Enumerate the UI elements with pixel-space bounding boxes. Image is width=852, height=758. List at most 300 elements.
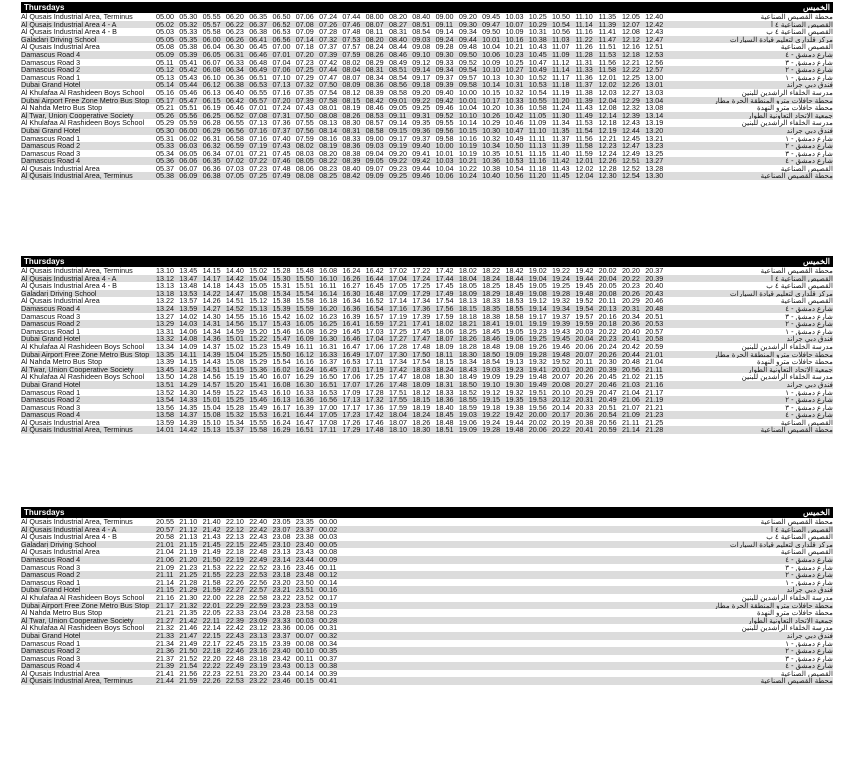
departure-time: 17.25 <box>365 372 384 382</box>
departure-time: 14.33 <box>179 395 198 405</box>
departure-time: 08.44 <box>388 42 407 52</box>
departure-time: 06.04 <box>202 42 221 52</box>
departure-time: 06.40 <box>225 87 244 97</box>
departure-time: 09.48 <box>458 42 477 52</box>
departure-time: 23.13 <box>272 547 291 557</box>
departure-time: 23.40 <box>295 539 314 549</box>
departure-time: 10.15 <box>458 125 477 135</box>
departure-time: 09.20 <box>458 12 477 21</box>
departure-time: 00.06 <box>295 623 314 633</box>
departure-time: 20.20 <box>621 266 640 275</box>
departure-time: 10.06 <box>482 49 501 59</box>
departure-time: 22.15 <box>202 630 221 640</box>
departure-time: 11.14 <box>575 19 593 29</box>
departure-time: 14.52 <box>225 303 244 313</box>
departure-time: 11.30 <box>552 110 570 120</box>
departure-time: 23.13 <box>249 630 268 640</box>
departure-time: 15.20 <box>225 379 244 389</box>
departure-time: 13.24 <box>156 303 174 313</box>
departure-time: 22.12 <box>225 524 244 534</box>
table-row <box>21 526 833 534</box>
departure-time: 20.08 <box>552 379 571 389</box>
departure-time: 11.45 <box>552 171 570 181</box>
departure-time: 14.43 <box>202 357 221 367</box>
departure-time: 10.54 <box>552 19 571 29</box>
stop-name: Galadari Driving School <box>21 539 97 549</box>
departure-time: 12.21 <box>621 57 640 67</box>
departure-time: 12.14 <box>598 110 617 120</box>
departure-time: 16.30 <box>295 379 314 389</box>
departure-time: 21.03 <box>621 379 640 389</box>
stop-name: Damascus Road 1 <box>21 72 81 82</box>
departure-time: 22.56 <box>249 577 268 587</box>
departure-time: 22.43 <box>249 532 268 542</box>
departure-time: 10.17 <box>482 95 501 105</box>
departure-time: 05.47 <box>179 95 198 105</box>
departure-time: 09.30 <box>435 49 454 59</box>
departure-time: 22.23 <box>225 570 244 580</box>
departure-time: 21.29 <box>179 585 198 595</box>
departure-time: 19.42 <box>575 266 594 275</box>
departure-time: 15.50 <box>272 349 291 359</box>
departure-time: 07.26 <box>319 19 338 29</box>
departure-time: 12.04 <box>598 95 617 105</box>
departure-time: 12.19 <box>598 125 617 135</box>
departure-time: 18.50 <box>482 349 501 359</box>
stop-name: Al Khulafaa Al Rashideen Boys School <box>21 118 145 128</box>
departure-time: 19.22 <box>482 410 501 420</box>
departure-time: 12.29 <box>621 95 640 105</box>
departure-time: 17.49 <box>435 288 454 298</box>
departure-time: 15.41 <box>249 379 268 389</box>
departure-time: 09.44 <box>412 163 431 173</box>
departure-time: 21.32 <box>179 600 198 610</box>
departure-time: 11.53 <box>575 118 593 128</box>
stop-name-arabic: القصيص الصناعية ٤ ب <box>766 282 833 290</box>
departure-time: 22.53 <box>225 676 244 686</box>
departure-time: 08.24 <box>365 42 384 52</box>
departure-time: 07.48 <box>342 27 361 37</box>
departure-time: 22.42 <box>225 623 244 633</box>
departure-time: 11.58 <box>598 65 617 75</box>
departure-time: 21.44 <box>156 676 174 686</box>
day-title-arabic: الخميس <box>802 3 830 12</box>
departure-time: 07.50 <box>295 110 314 120</box>
departure-time: 21.01 <box>645 349 664 359</box>
departure-time: 11.35 <box>598 12 617 21</box>
stop-name: Al Khulafaa Al Rashideen Boys School <box>21 372 145 382</box>
stop-name: Al Qusais Industrial Area 4 - B <box>21 281 117 291</box>
departure-time: 11.19 <box>552 87 570 97</box>
departure-time: 18.30 <box>458 349 477 359</box>
departure-time: 18.53 <box>505 296 524 306</box>
departure-time: 07.24 <box>319 12 338 21</box>
stop-name-arabic: فندق دبي جراند <box>786 335 833 343</box>
departure-time: 13.51 <box>156 379 174 389</box>
departure-time: 06.05 <box>179 148 198 158</box>
departure-time: 23.33 <box>272 615 291 625</box>
departure-time: 09.42 <box>412 156 431 166</box>
departure-time: 06.25 <box>202 110 221 120</box>
departure-time: 12.08 <box>621 27 640 37</box>
stop-name-arabic: شارع دمشق - ٣ <box>785 149 833 158</box>
departure-time: 17.25 <box>388 326 407 336</box>
stop-name: Damascus Road 3 <box>21 57 81 67</box>
departure-time: 07.46 <box>342 19 361 29</box>
departure-time: 10.50 <box>505 141 524 151</box>
departure-time: 19.01 <box>505 319 524 329</box>
departure-time: 21.23 <box>645 410 664 420</box>
departure-time: 15.55 <box>249 417 268 427</box>
departure-time: 11.43 <box>552 163 570 173</box>
stop-name-arabic: فندق دبي جراند <box>786 380 833 389</box>
departure-time: 07.25 <box>249 171 268 181</box>
departure-time: 08.27 <box>388 19 407 29</box>
departure-time: 09.41 <box>412 148 431 158</box>
departure-time: 16.57 <box>365 311 384 321</box>
departure-time: 22.27 <box>225 585 244 595</box>
departure-time: 17.26 <box>365 379 384 389</box>
departure-time: 20.30 <box>598 357 617 367</box>
departure-time: 12.02 <box>598 80 617 90</box>
departure-time: 07.59 <box>342 49 361 59</box>
departure-time: 13.18 <box>156 288 174 298</box>
departure-time: 23.44 <box>272 668 291 678</box>
stop-name-arabic: محطة حافلات مترو النهدة <box>756 104 833 112</box>
departure-time: 11.12 <box>552 57 570 67</box>
departure-time: 14.42 <box>225 273 244 283</box>
departure-time: 15.39 <box>272 303 291 313</box>
departure-times <box>156 172 703 180</box>
departure-time: 10.25 <box>528 12 547 21</box>
departure-time: 13.45 <box>156 364 174 374</box>
departure-time: 00.11 <box>319 562 337 572</box>
departure-time: 21.52 <box>179 653 198 663</box>
departure-time: 06.38 <box>225 80 244 90</box>
departure-time: 21.20 <box>179 554 198 564</box>
stop-name-arabic: شارع دمشق - ٣ <box>785 403 833 412</box>
departure-time: 10.43 <box>528 42 547 52</box>
departure-time: 22.19 <box>225 554 244 564</box>
departure-time: 17.39 <box>412 311 431 321</box>
departure-time: 22.05 <box>202 608 221 618</box>
departure-time: 20.23 <box>598 334 617 344</box>
departure-time: 06.03 <box>179 141 198 151</box>
departure-time: 12.45 <box>621 133 640 143</box>
stop-name: Damascus Road 2 <box>21 65 81 75</box>
departure-time: 16.53 <box>342 357 361 367</box>
departure-time: 14.26 <box>202 296 221 306</box>
departure-time: 20.56 <box>621 364 640 374</box>
departure-time: 22.18 <box>225 547 244 557</box>
departure-time: 19.56 <box>528 402 547 412</box>
departure-time: 11.31 <box>575 57 593 67</box>
departure-time: 10.33 <box>505 95 524 105</box>
departure-time: 09.57 <box>458 72 477 82</box>
departure-time: 19.37 <box>552 311 571 321</box>
departure-time: 09.08 <box>412 42 431 52</box>
departure-time: 16.14 <box>319 288 338 298</box>
departure-time: 20.49 <box>598 395 617 405</box>
departure-time: 05.35 <box>179 34 198 44</box>
departure-time: 21.14 <box>621 425 640 435</box>
stop-name: Damascus Road 1 <box>21 133 81 143</box>
departure-time: 20.57 <box>645 326 664 336</box>
departure-time: 19.19 <box>528 319 547 329</box>
departure-time: 14.23 <box>179 364 198 374</box>
departure-time: 08.19 <box>342 103 361 113</box>
stop-name-arabic: محطة حافلات مترو المنطقة الحرة مطار <box>714 601 833 610</box>
departure-time: 09.03 <box>412 34 431 44</box>
departure-time: 21.04 <box>156 547 174 557</box>
departure-time: 00.16 <box>319 585 338 595</box>
departure-time: 07.16 <box>272 87 291 97</box>
departure-time: 16.36 <box>342 303 361 313</box>
departure-time: 19.46 <box>552 341 571 351</box>
departure-time: 17.04 <box>388 273 407 283</box>
departure-time: 10.09 <box>482 57 501 67</box>
departure-time: 20.26 <box>598 349 617 359</box>
departure-time: 18.49 <box>458 372 477 382</box>
departure-time: 07.28 <box>319 27 338 37</box>
departure-time: 20.39 <box>598 364 617 374</box>
departure-time: 16.09 <box>295 334 314 344</box>
stop-name-arabic: شارع دمشق - ٢ <box>785 396 833 404</box>
stop-name-arabic: جمعية الاتحاد التعاونية الطوار <box>748 365 833 374</box>
departure-time: 10.03 <box>505 12 524 21</box>
departure-time: 21.27 <box>156 615 174 625</box>
stop-name-arabic: جمعية الاتحاد التعاونية الطوار <box>748 111 833 120</box>
departure-time: 21.10 <box>179 517 198 526</box>
departure-time: 23.36 <box>272 623 291 633</box>
departure-time: 05.46 <box>179 87 198 97</box>
departure-time: 06.51 <box>249 72 268 82</box>
departure-time: 08.06 <box>295 163 314 173</box>
departure-time: 11.56 <box>598 57 617 67</box>
departure-time: 11.51 <box>598 42 617 52</box>
stop-name-arabic: شارع دمشق - ٤ <box>785 50 833 59</box>
departure-time: 14.59 <box>225 326 244 336</box>
departure-time: 14.17 <box>202 273 221 283</box>
departure-time: 09.45 <box>482 12 501 21</box>
departure-time: 00.35 <box>319 646 338 656</box>
departure-time: 15.04 <box>249 273 268 283</box>
departure-time: 08.49 <box>388 57 407 67</box>
departure-time: 20.20 <box>575 364 594 374</box>
timetable-panel-2 <box>21 256 833 434</box>
departure-time: 17.11 <box>365 357 384 367</box>
departure-time: 22.23 <box>202 668 221 678</box>
departure-time: 16.52 <box>365 296 384 306</box>
departure-time: 13.12 <box>156 273 174 283</box>
departure-time: 23.15 <box>249 638 268 648</box>
departure-time: 17.01 <box>342 364 361 374</box>
departure-time: 18.19 <box>412 402 431 412</box>
departure-time: 07.40 <box>272 133 291 143</box>
departure-time: 12.39 <box>621 110 640 120</box>
departure-time: 19.44 <box>575 273 594 283</box>
departure-time: 22.39 <box>225 615 244 625</box>
departure-time: 23.23 <box>272 600 291 610</box>
departure-time: 12.43 <box>645 27 664 37</box>
departure-time: 07.36 <box>272 118 291 128</box>
departure-time: 21.40 <box>202 517 221 526</box>
departure-time: 05.44 <box>179 80 198 90</box>
stop-name: Al Khulafaa Al Rashideen Boys School <box>21 87 145 97</box>
departure-time: 06.22 <box>225 19 244 29</box>
table-row <box>21 518 833 526</box>
stop-name: Al Twar, Union Cooperative Society <box>21 364 134 374</box>
departure-time: 14.22 <box>202 288 221 298</box>
departure-time: 08.13 <box>319 118 338 128</box>
departure-time: 11.20 <box>528 171 547 181</box>
departure-time: 16.29 <box>272 425 291 435</box>
departure-time: 00.11 <box>295 653 314 663</box>
departure-time: 07.29 <box>295 72 314 82</box>
departure-time: 17.22 <box>412 266 431 275</box>
departure-time: 19.09 <box>482 372 501 382</box>
stop-name: Damascus Road 3 <box>21 562 81 572</box>
departure-time: 17.59 <box>435 311 454 321</box>
departure-time: 15.04 <box>202 402 221 412</box>
departure-time: 18.02 <box>458 266 477 275</box>
stop-name-arabic: شارع دمشق - ٢ <box>785 571 833 579</box>
departure-time: 19.05 <box>505 326 524 336</box>
departure-time: 07.24 <box>272 103 291 113</box>
table-row <box>21 655 833 663</box>
departure-time: 23.58 <box>295 608 314 618</box>
departure-time: 10.53 <box>505 156 524 166</box>
departure-time: 09.47 <box>482 19 501 29</box>
departure-time: 06.20 <box>225 12 244 21</box>
departure-time: 17.07 <box>365 349 384 359</box>
departure-time: 23.09 <box>249 615 268 625</box>
departure-time: 15.34 <box>225 417 244 427</box>
departure-time: 19.12 <box>482 387 501 397</box>
departure-time: 10.32 <box>505 87 524 97</box>
departure-time: 20.02 <box>598 266 617 275</box>
departure-time: 08.08 <box>319 110 338 120</box>
departure-time: 09.03 <box>365 141 384 151</box>
departure-time: 17.44 <box>435 273 454 283</box>
departure-time: 16.54 <box>365 303 384 313</box>
departure-time: 15.29 <box>249 357 268 367</box>
departure-time: 22.42 <box>249 524 268 534</box>
departure-time: 06.42 <box>225 95 244 105</box>
departure-time: 23.22 <box>272 592 291 602</box>
departure-time: 19.39 <box>552 319 571 329</box>
departure-time: 12.40 <box>645 12 664 21</box>
departure-time: 09.25 <box>388 171 407 181</box>
departure-time: 16.21 <box>272 410 291 420</box>
departure-time: 11.26 <box>575 42 593 52</box>
departure-time: 09.04 <box>365 148 384 158</box>
departure-time: 14.27 <box>202 303 221 313</box>
departure-time: 10.30 <box>505 72 524 82</box>
departure-time: 17.14 <box>388 296 407 306</box>
departure-time: 00.31 <box>319 623 338 633</box>
departure-time: 06.55 <box>249 87 268 97</box>
departure-time: 05.32 <box>179 19 198 29</box>
departure-time: 18.26 <box>458 334 477 344</box>
departure-time: 15.53 <box>249 410 268 420</box>
departure-time: 15.08 <box>225 357 244 367</box>
departure-time: 20.44 <box>621 349 640 359</box>
departure-time: 19.28 <box>528 349 547 359</box>
departure-time: 19.22 <box>552 266 571 275</box>
departure-time: 16.44 <box>295 410 314 420</box>
departure-time: 08.20 <box>365 34 384 44</box>
departure-time: 19.45 <box>575 281 594 291</box>
departure-time: 06.57 <box>249 95 268 105</box>
stop-name-arabic: القصيص الصناعية ٤ أ <box>771 274 833 283</box>
stop-name: Dubai Grand Hotel <box>21 125 81 135</box>
departure-time: 05.43 <box>179 72 198 82</box>
stop-name-arabic: مدرسة الخلفاء الراشدين للبنين <box>741 88 833 97</box>
departure-time: 17.45 <box>435 281 454 291</box>
departure-time: 07.13 <box>249 118 268 128</box>
departure-time: 23.18 <box>272 570 291 580</box>
departure-time: 13.20 <box>645 125 664 135</box>
departure-time: 09.56 <box>435 125 454 135</box>
departure-time: 18.41 <box>482 319 501 329</box>
departure-time: 15.04 <box>225 349 244 359</box>
departure-time: 16.08 <box>272 379 291 389</box>
departure-time: 09.50 <box>458 49 477 59</box>
departure-time: 07.02 <box>225 156 244 166</box>
departure-time: 06.31 <box>202 133 221 143</box>
departure-time: 00.28 <box>319 615 338 625</box>
departure-time: 06.09 <box>179 171 198 181</box>
departure-time: 14.11 <box>179 349 197 359</box>
departure-time: 20.42 <box>621 341 640 351</box>
departure-time: 17.09 <box>342 387 361 397</box>
stop-name: Damascus Road 4 <box>21 49 81 59</box>
stop-name: Dubai Grand Hotel <box>21 585 81 595</box>
stop-name-arabic: شارع دمشق - ٢ <box>785 142 833 150</box>
departure-time: 07.50 <box>319 80 338 90</box>
departure-time: 23.39 <box>272 638 291 648</box>
departure-time: 17.48 <box>365 425 384 435</box>
departure-time: 11.28 <box>575 49 593 59</box>
departure-time: 00.41 <box>319 676 338 686</box>
stop-name-arabic: محطة القصيص الصناعية <box>760 13 833 21</box>
departure-time: 10.21 <box>505 42 524 52</box>
departure-time: 10.40 <box>482 171 501 181</box>
departure-time: 06.46 <box>225 103 244 113</box>
departure-time: 20.29 <box>575 387 594 397</box>
departure-time: 22.13 <box>225 532 244 542</box>
departure-time: 17.32 <box>365 395 384 405</box>
departure-time: 14.08 <box>179 334 198 344</box>
departure-time: 05.21 <box>156 103 174 113</box>
stop-name-arabic: فندق دبي جراند <box>786 81 833 89</box>
departure-time: 20.41 <box>575 425 594 435</box>
departure-time: 08.05 <box>295 156 314 166</box>
departure-time: 09.28 <box>435 42 454 52</box>
departure-time: 20.58 <box>156 532 174 542</box>
stop-name: Al Qusais Industrial Area, Terminus <box>21 676 133 686</box>
departure-time: 00.07 <box>295 630 314 640</box>
departure-time: 06.52 <box>225 110 244 120</box>
departure-time: 14.43 <box>225 281 244 291</box>
departure-time: 19.14 <box>528 303 547 313</box>
departure-time: 18.42 <box>505 266 524 275</box>
departure-time: 08.40 <box>388 34 407 44</box>
departure-times <box>156 426 703 434</box>
departure-time: 08.16 <box>319 133 338 143</box>
departure-time: 22.59 <box>249 600 268 610</box>
